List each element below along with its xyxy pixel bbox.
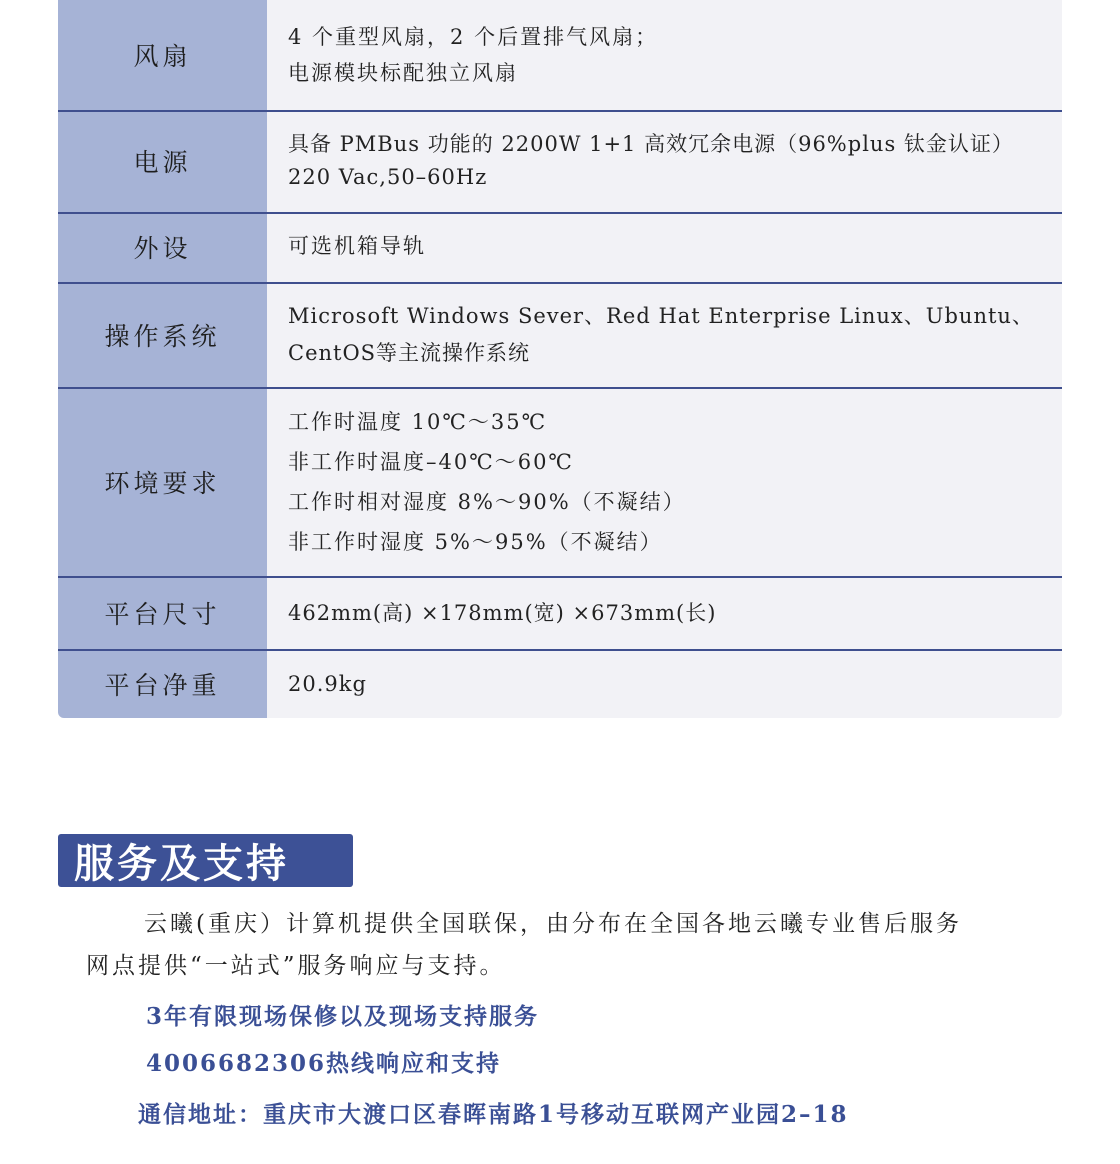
spec-label: 操作系统 [58, 282, 267, 387]
address-text: 通信地址：重庆市大渡口区春晖南路1号移动互联网产业园2–18 [138, 1101, 849, 1128]
spec-value-line: 工作时温度 10℃～35℃ [288, 409, 548, 434]
spec-value-line: 可选机箱导轨 [288, 234, 426, 258]
spec-value-line: 20.9kg [288, 671, 367, 696]
spec-value-line: 462mm(高) ×178mm(宽) ×673mm(长) [288, 600, 717, 625]
spec-value-line: 具备 PMBus 功能的 2200W 1+1 高效冗余电源（96%plus 钛金认证） [288, 132, 1014, 156]
spec-row-weight [58, 649, 1062, 718]
spec-value-line: 非工作时温度–40℃～60℃ [288, 449, 574, 474]
spec-row-fan [58, 0, 1062, 110]
spec-value [267, 282, 1062, 387]
spec-label: 平台净重 [58, 649, 267, 718]
spec-value-line: CentOS等主流操作系统 [288, 340, 531, 365]
section-heading-text: 服务及支持 [74, 841, 289, 887]
spec-row-peripheral [58, 212, 1062, 282]
warranty-text: 3年有限现场保修以及现场支持服务 [146, 1003, 540, 1030]
spec-row-environment [58, 387, 1062, 576]
spec-label: 风扇 [58, 0, 267, 110]
service-intro-line: 云曦(重庆）计算机提供全国联保，由分布在全国各地云曦专业售后服务 [144, 911, 962, 937]
spec-value [267, 387, 1062, 576]
spec-row-power [58, 110, 1062, 212]
spec-label: 外设 [58, 212, 267, 282]
spec-value-line: Microsoft Windows Sever、Red Hat Enterprise Linux、Ubuntu、 [288, 303, 1034, 328]
spec-value [267, 110, 1062, 212]
service-intro-line: 网点提供“一站式”服务响应与支持。 [86, 953, 506, 979]
spec-label: 环境要求 [58, 387, 267, 576]
spec-value [267, 0, 1062, 110]
spec-value-line: 220 Vac,50–60Hz [288, 165, 488, 189]
spec-value [267, 212, 1062, 282]
service-intro [86, 903, 1046, 987]
spec-value [267, 649, 1062, 718]
spec-row-os [58, 282, 1062, 387]
spec-value-line: 4 个重型风扇，2 个后置排气风扇； [288, 25, 659, 49]
spec-table [58, 0, 1062, 718]
hotline-text: 4006682306热线响应和支持 [146, 1050, 502, 1077]
spec-label: 平台尺寸 [58, 576, 267, 649]
spec-value-line: 非工作时湿度 5%～95%（不凝结） [288, 529, 663, 554]
spec-row-dimensions [58, 576, 1062, 649]
spec-value [267, 576, 1062, 649]
section-heading [58, 834, 353, 887]
spec-label: 电源 [58, 110, 267, 212]
spec-value-line: 电源模块标配独立风扇 [288, 61, 518, 85]
spec-value-line: 工作时相对湿度 8%～90%（不凝结） [288, 489, 686, 514]
